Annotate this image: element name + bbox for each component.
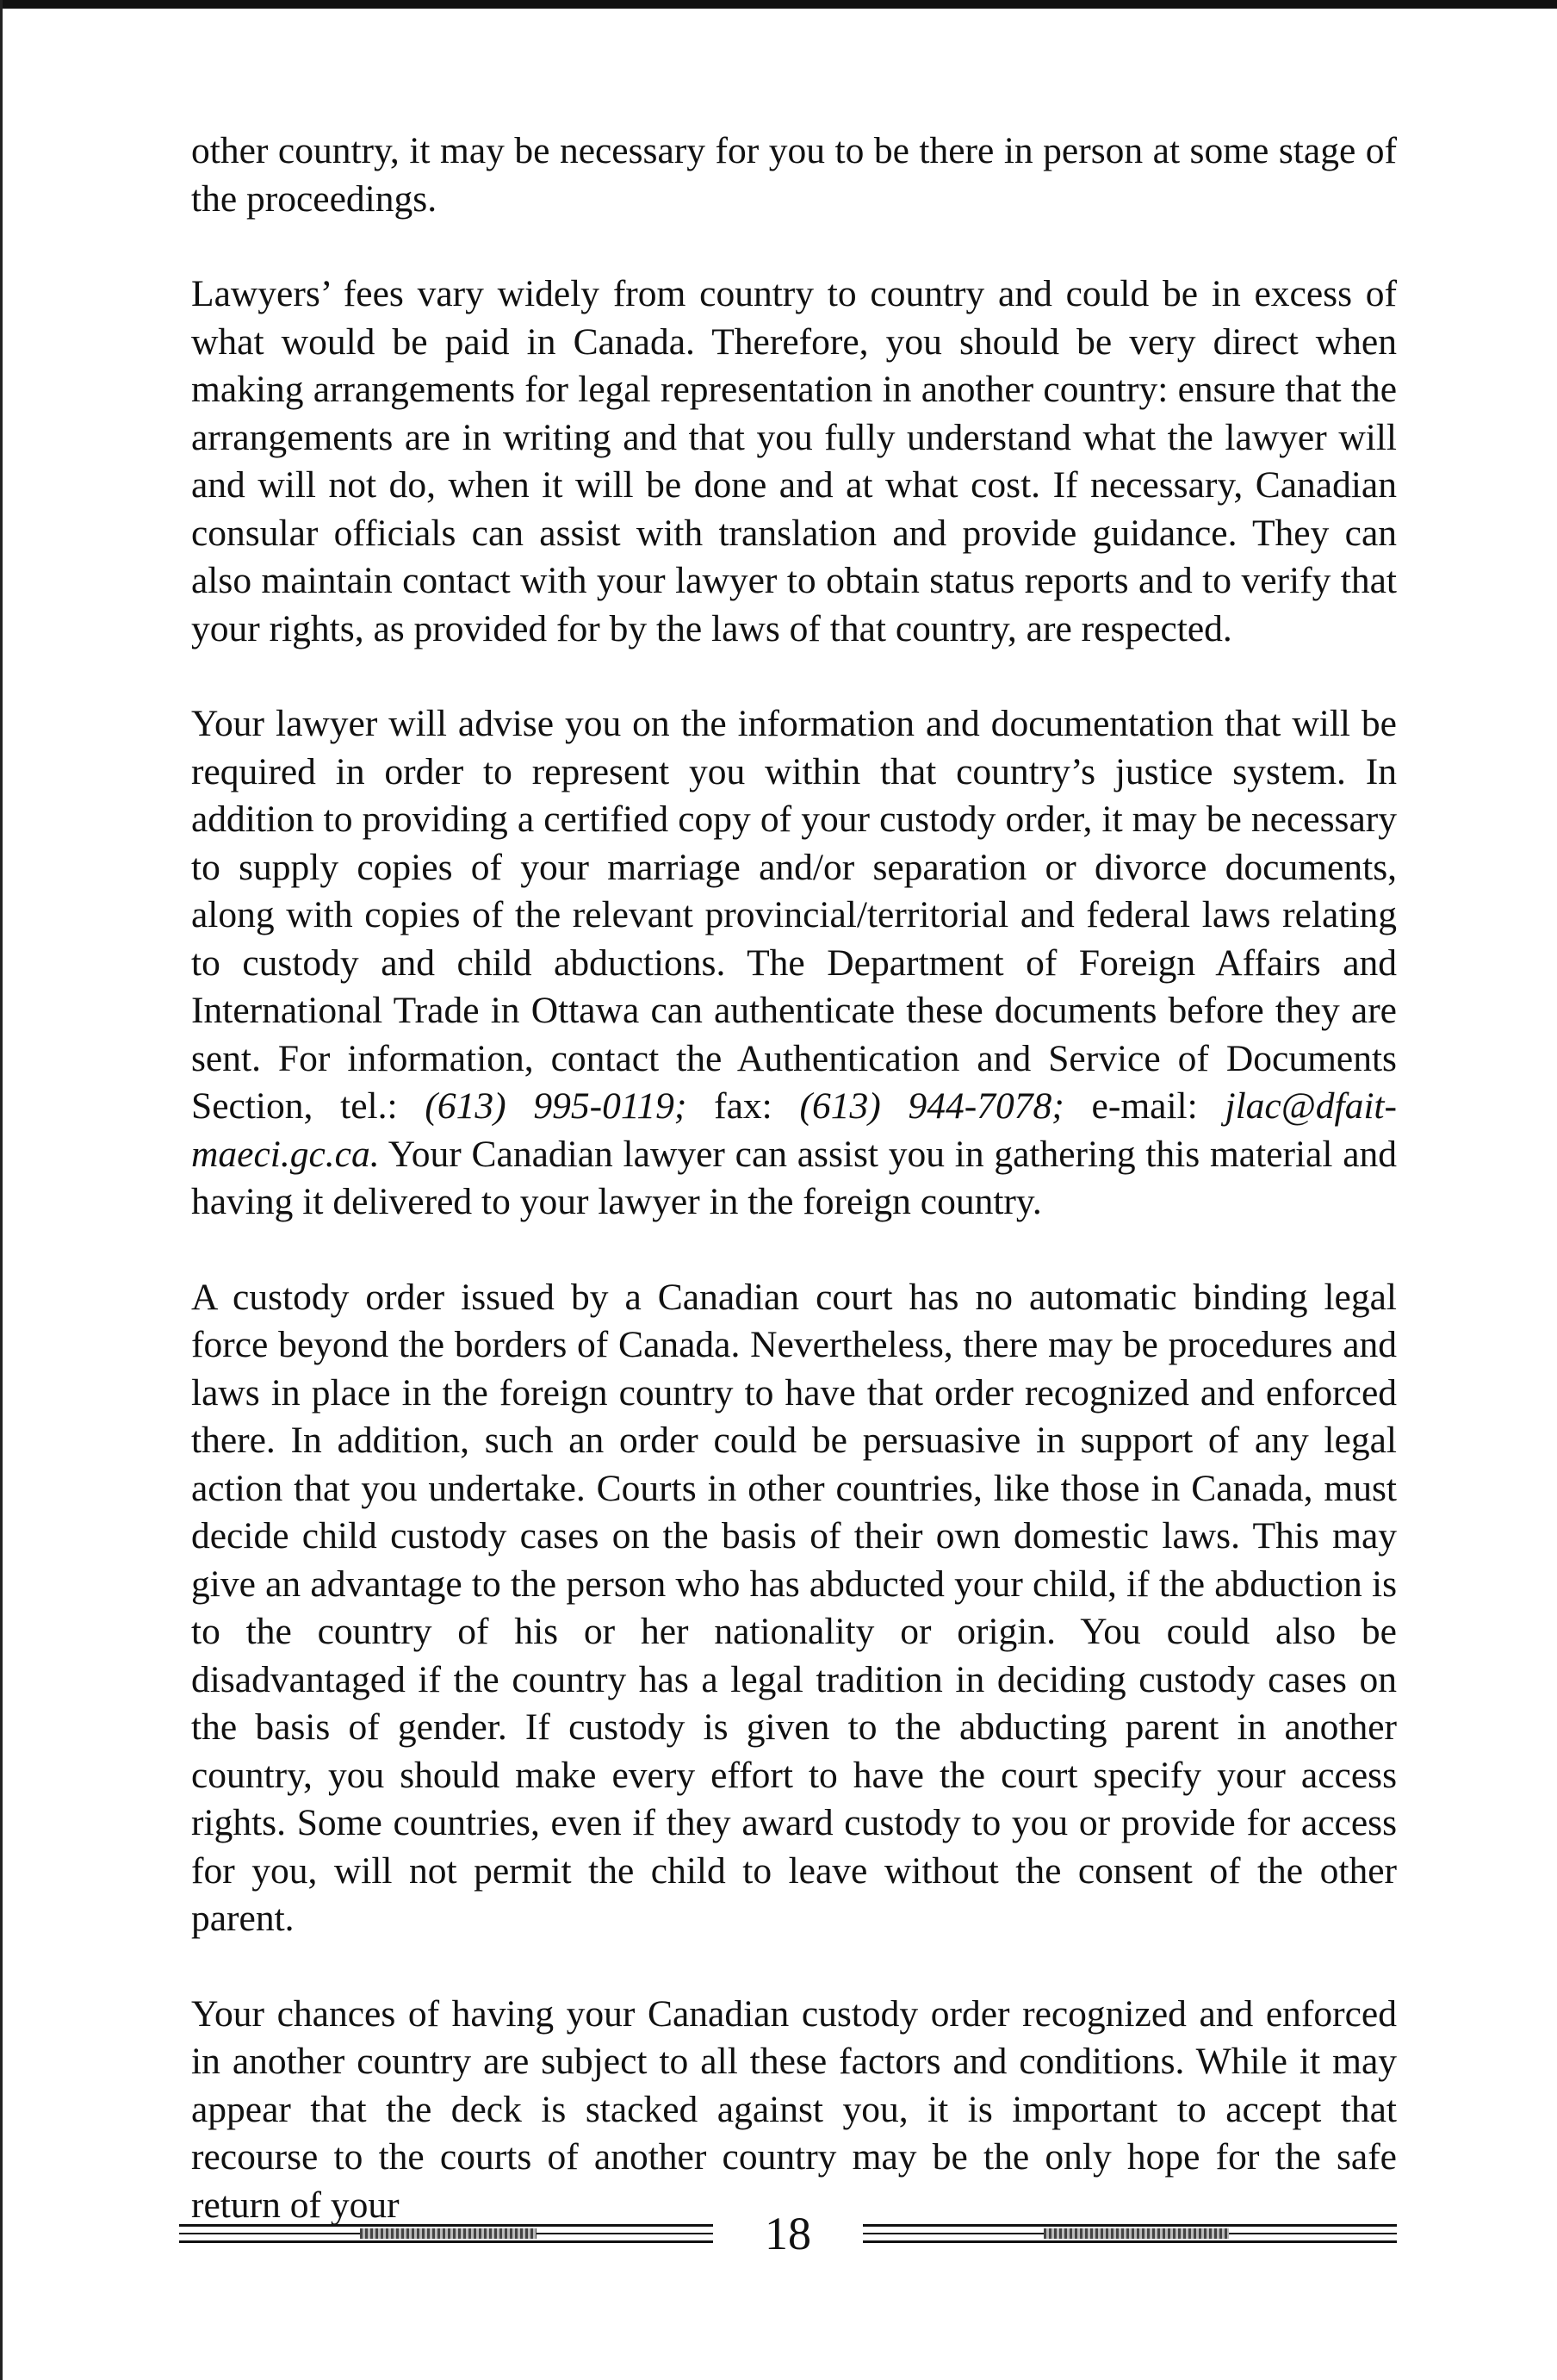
top-border-rule <box>0 0 1557 9</box>
footer-rule-right <box>863 2224 1397 2243</box>
email-address: jlac@dfait-maeci.gc.ca. <box>191 1085 1397 1175</box>
paragraph-4: A custody order issued by a Canadian court has no automatic binding legal force beyond the borders of Canada. Nevertheless, there may be procedures and laws in place in the foreign country to have that order recognized and enforced there. In addition, such an order could be persuasive in support of any legal action that you undertake. Courts in other countries, like those in Canada, must decide child custody cases on the basis of their own domestic laws. This may give an advantage to the person who has abducted your child, if the abduction is to the country of his or her nationality or origin. You could also be disadvantaged if the country has a legal tradition in deciding custody cases on the basis of gender. If custody is given to the abducting parent in another country, you should make every effort to have the court specify your access rights. Some countries, even if they award custody to you or provide for access for you, will not permit the child to leave without the consent of the other parent. <box>191 1276 1397 1939</box>
fax-number: (613) 944-7078; <box>799 1085 1064 1127</box>
page-footer <box>179 2203 1397 2264</box>
page-number: 18 <box>765 2208 811 2259</box>
paragraph-3-text-d: Your Canadian lawyer can assist you in gathering this material and having it delivered to your lawyer in the foreign country. <box>191 1133 1397 1222</box>
paragraph-5: Your chances of having your Canadian custody order recognized and enforced in another country are subject to all these factors and conditions. While it may appear that the deck is stacked against you, it is important to accept that recourse to the courts of another country may be the only hope for the safe return of your <box>191 1992 1397 2226</box>
left-border-rule <box>0 0 3 2380</box>
footer-rule-left <box>179 2224 713 2243</box>
footer-ornament-left <box>360 2228 537 2239</box>
document-body <box>191 127 1397 2229</box>
paragraph-3-text-c: e-mail: <box>1064 1085 1225 1127</box>
paragraph-2: Lawyers’ fees vary widely from country to country and could be in excess of what would be paid in Canada. Therefore, you should be very direct when making arrangements for legal representation in another country: ensure that the arrangements are in writing and that you fully understand what the lawyer will and will not do, when it will be done and at what cost. If necessary, Canadian consular officials can assist with translation and provide guidance. They can also maintain contact with your lawyer to obtain status reports and to verify that your rights, as provided for by the laws of that country, are respected. <box>191 273 1397 649</box>
telephone-number: (613) 995-0119; <box>425 1085 687 1127</box>
footer-ornament-right <box>1044 2228 1229 2239</box>
paragraph-1: other country, it may be necessary for you to be there in person at some stage of the proceedings. <box>191 130 1397 220</box>
paragraph-3-text-b: fax: <box>686 1085 800 1127</box>
paragraph-3-text-a: Your lawyer will advise you on the information and documentation that will be required in order to represent you within that country’s justice system. In addition to providing a certified copy of your custody order, it may be necessary to supply copies of your marriage and/or separation or divorce documents, along with copies of the relevant provincial/territorial and federal laws relating to custody and child abductions. The Department of Foreign Affairs and International Trade in Ottawa can authenticate these documents before they are sent. For information, contact the Authentication and Service of Documents Section, tel.: <box>191 703 1397 1127</box>
paragraph-3 <box>191 700 1397 1227</box>
